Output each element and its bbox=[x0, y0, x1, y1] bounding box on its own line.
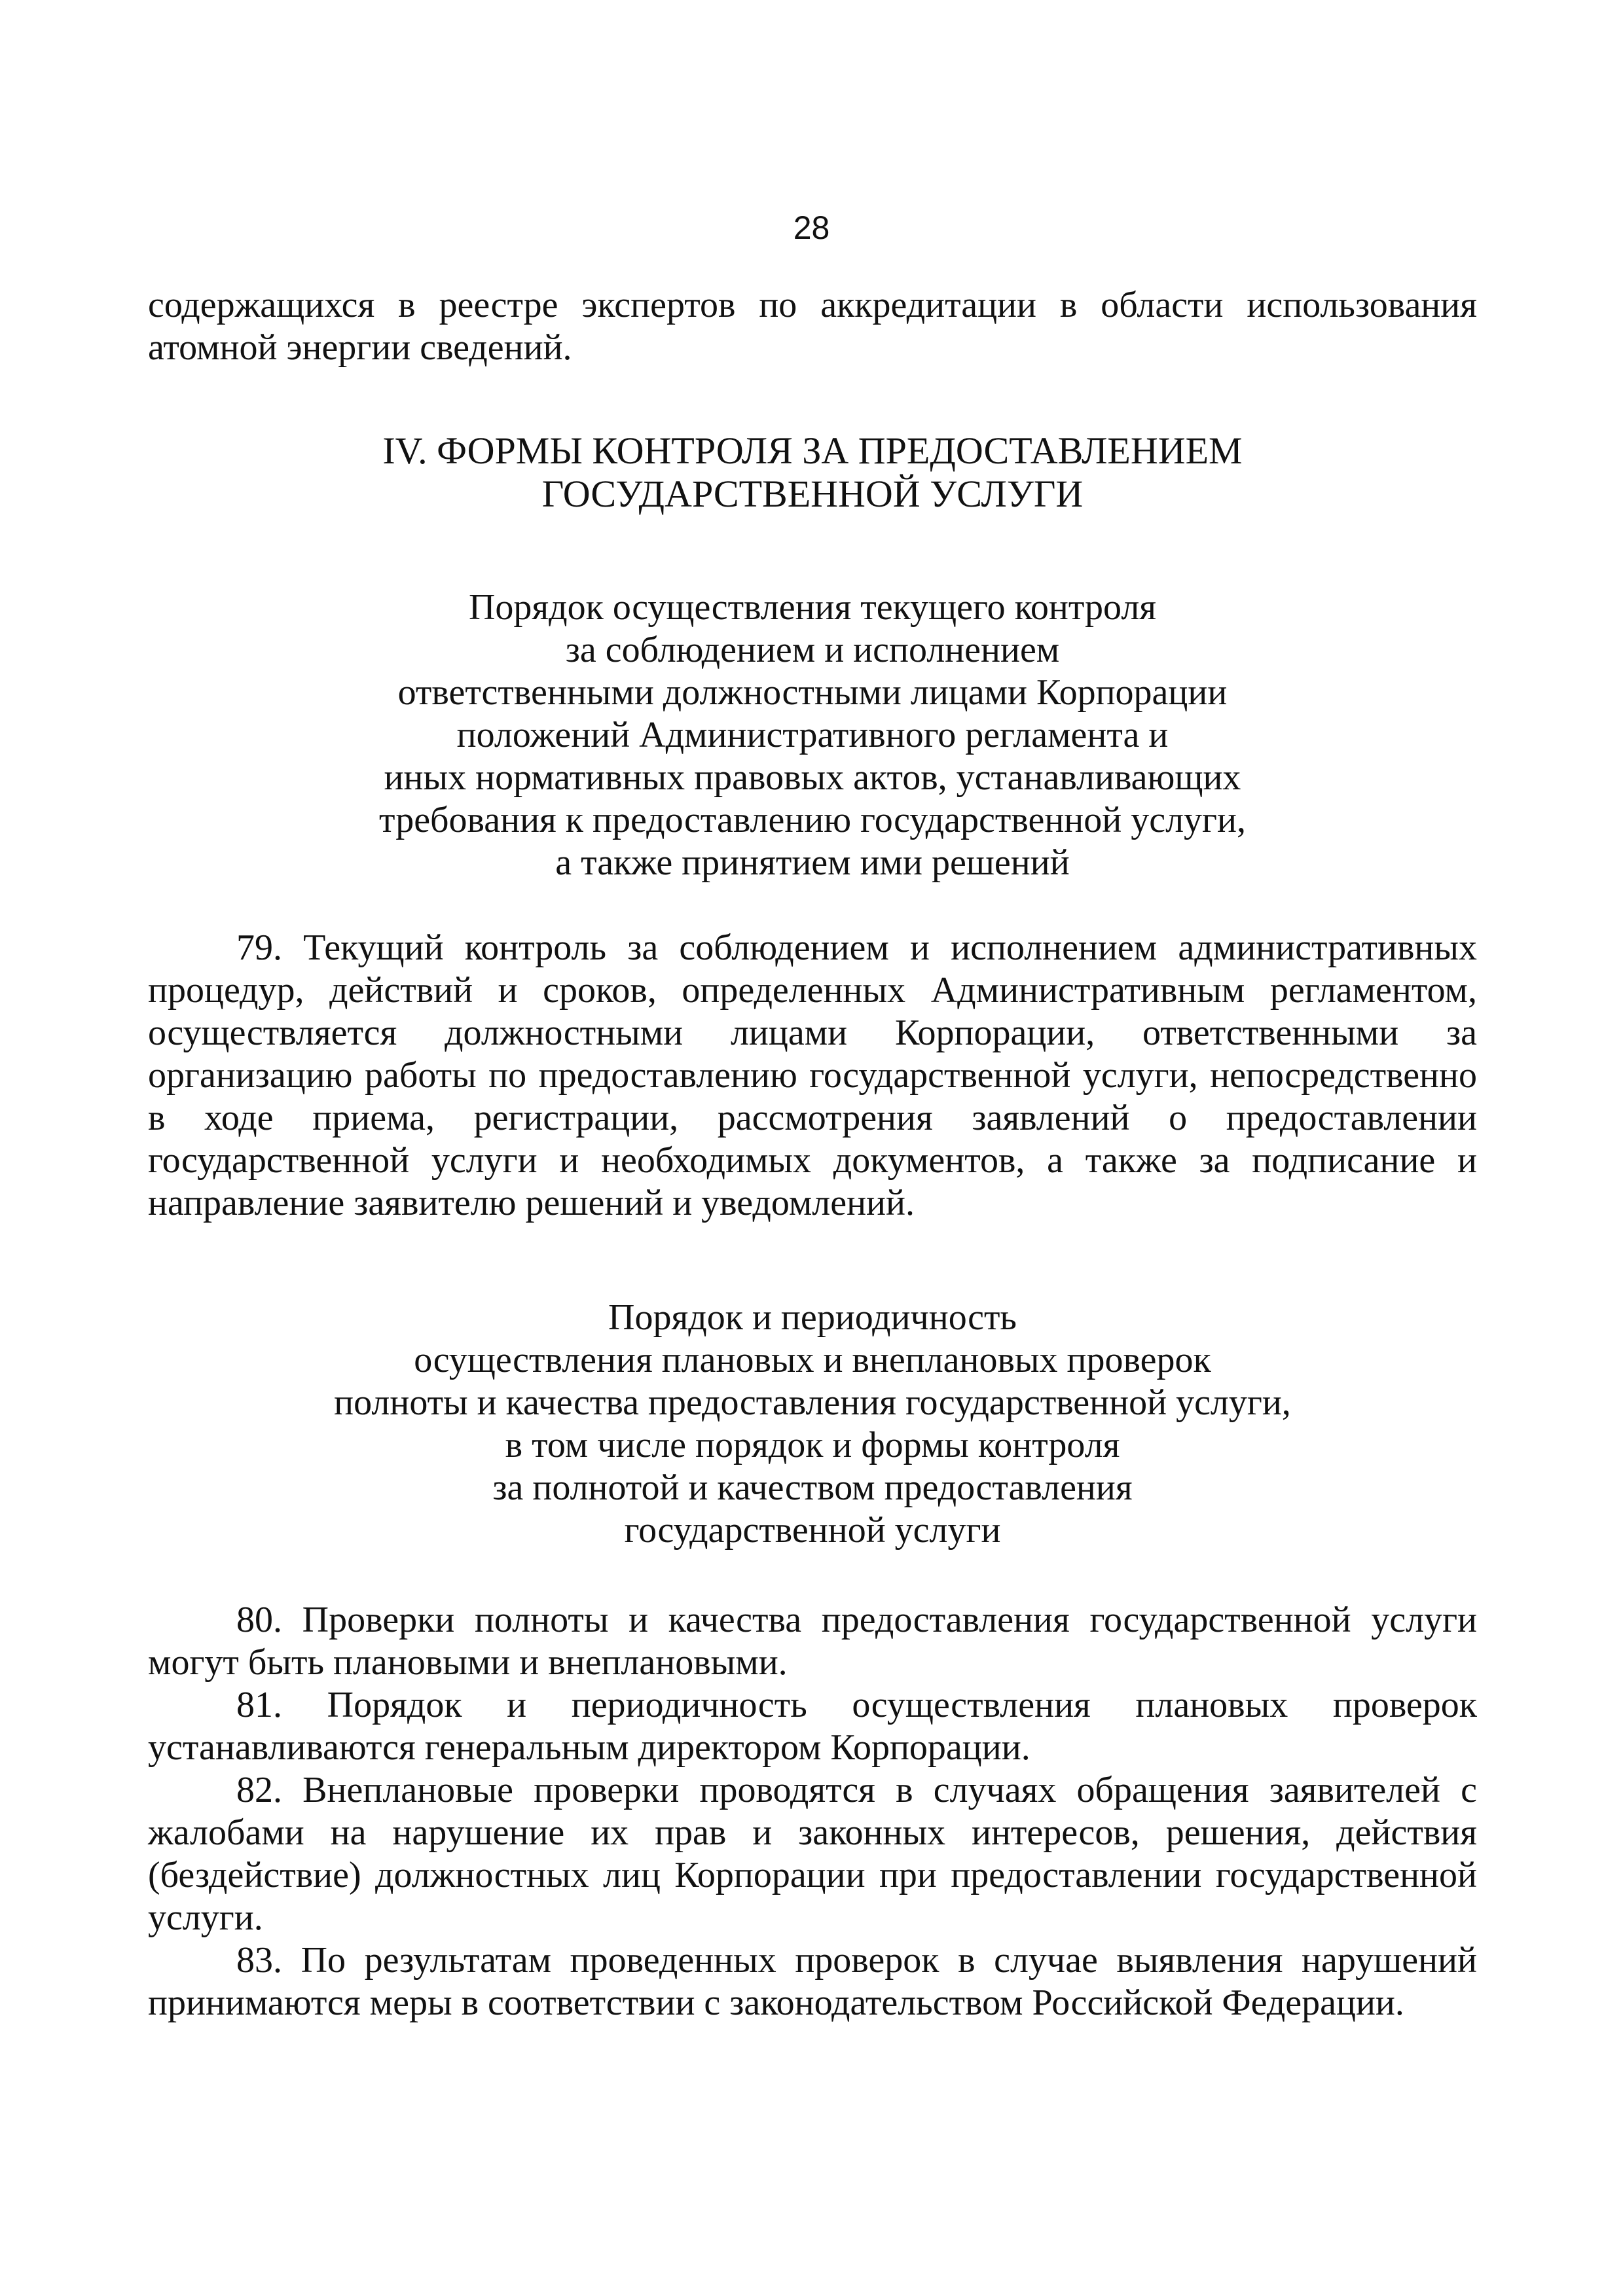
subsection-heading-line: иных нормативных правовых актов, устанавливающих bbox=[384, 757, 1241, 798]
subsection-heading-line: за соблюдением и исполнением bbox=[565, 630, 1060, 670]
subsection-heading-line: Порядок и периодичность bbox=[608, 1297, 1017, 1338]
section-title-line: IV. ФОРМЫ КОНТРОЛЯ ЗА ПРЕДОСТАВЛЕНИЕМ bbox=[382, 429, 1243, 472]
paragraph-81: 81. Порядок и периодичность осуществления плановых проверок устанавливаются генеральным директором Корпорации. bbox=[148, 1685, 1477, 1768]
paragraph-83: 83. По результатам проведенных проверок в случае выявления нарушений принимаются меры в соответствии с законодательством Российской Федерации. bbox=[148, 1940, 1477, 2023]
section-title-line: ГОСУДАРСТВЕННОЙ УСЛУГИ bbox=[541, 473, 1084, 515]
subsection-heading-line: в том числе порядок и формы контроля bbox=[505, 1425, 1120, 1465]
subsection-heading-line: государственной услуги bbox=[624, 1510, 1001, 1551]
subsection-heading-current-control bbox=[148, 586, 1477, 884]
document-body bbox=[148, 284, 1477, 2024]
subsection-heading-line: положений Административного регламента и bbox=[456, 715, 1169, 755]
subsection-heading-inspections bbox=[148, 1297, 1477, 1552]
subsection-heading-line: ответственными должностными лицами Корпорации bbox=[397, 672, 1228, 713]
subsection-heading-line: а также принятием ими решений bbox=[555, 842, 1070, 883]
paragraph-79: 79. Текущий контроль за соблюдением и исполнением административных процедур, действий и сроков, определенных Административным регламентом, осуществляется должностными лицами Корпорации, ответственными за организацию работы по предоставлению государственной услуги, непосредственно в ходе приема, регистрации, рассмотрения заявлений о предоставлении государственной услуги и необходимых документов, а также за подписание и направление заявителю решений и уведомлений. bbox=[148, 927, 1477, 1223]
page-number: 28 bbox=[793, 209, 830, 246]
paragraph-80: 80. Проверки полноты и качества предоставления государственной услуги могут быть плановыми и внеплановыми. bbox=[148, 1600, 1477, 1683]
section-title bbox=[148, 429, 1477, 516]
subsection-heading-line: Порядок осуществления текущего контроля bbox=[468, 587, 1157, 628]
subsection-heading-line: полноты и качества предоставления государственной услуги, bbox=[334, 1382, 1291, 1423]
subsection-heading-line: за полнотой и качеством предоставления bbox=[492, 1467, 1133, 1508]
subsection-heading-line: требования к предоставлению государственной услуги, bbox=[379, 800, 1246, 840]
subsection-heading-line: осуществления плановых и внеплановых проверок bbox=[414, 1340, 1211, 1380]
intro-paragraph: содержащихся в реестре экспертов по аккредитации в области использования атомной энергии сведений. bbox=[148, 285, 1477, 368]
paragraph-82: 82. Внеплановые проверки проводятся в случаях обращения заявителей с жалобами на нарушение их прав и законных интересов, решения, действия (бездействие) должностных лиц Корпорации при предоставлении государственной услуги. bbox=[148, 1770, 1477, 1938]
